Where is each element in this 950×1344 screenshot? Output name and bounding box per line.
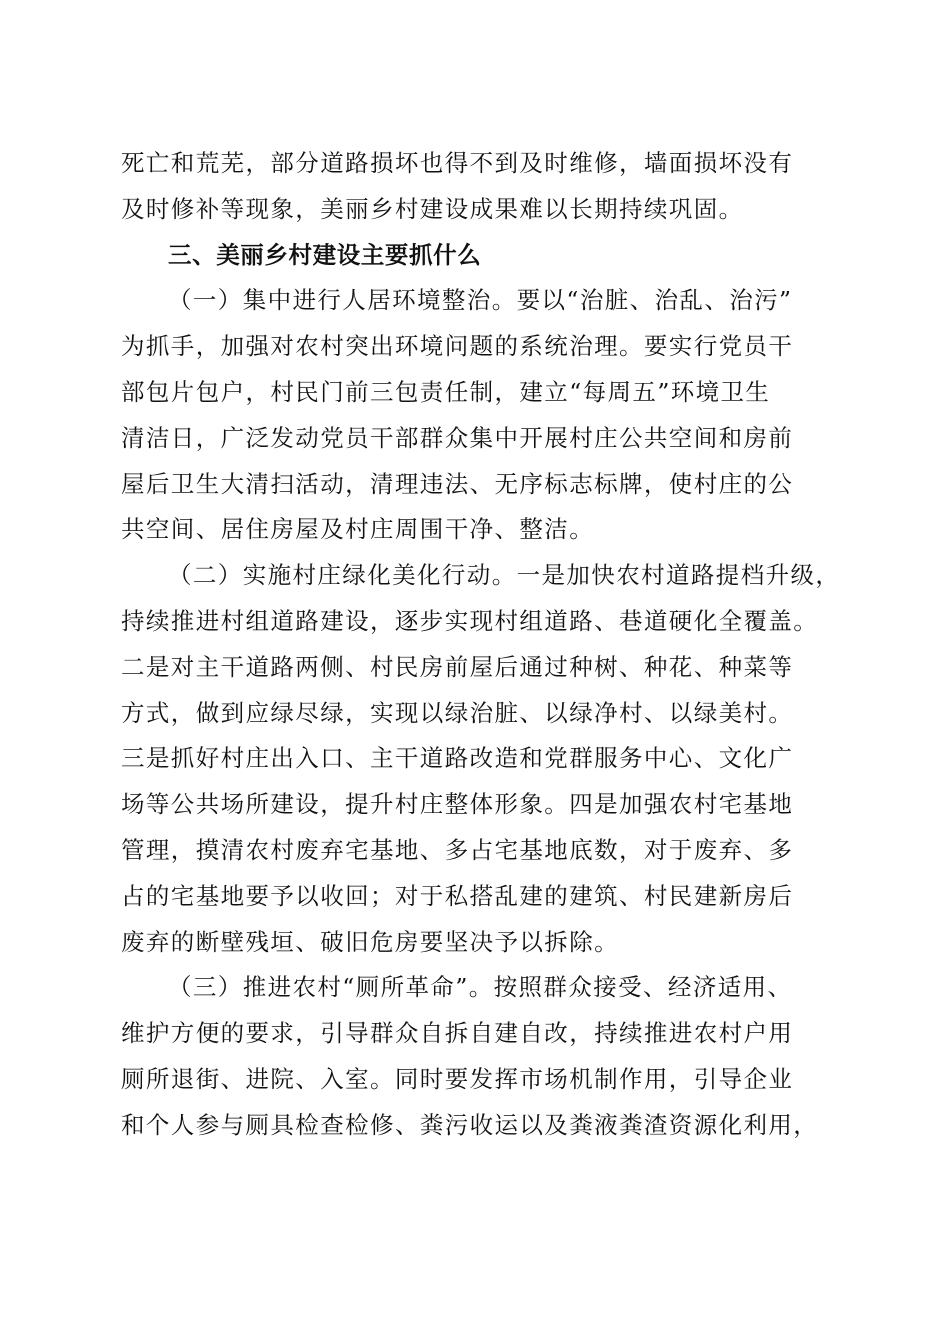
- text-line: 占的宅基地要予以收回；对于私搭乱建的建筑、村民建新房后: [121, 881, 794, 910]
- text-line: 废弃的断壁残垣、破旧危房要坚决予以拆除。: [121, 927, 619, 956]
- section-heading: 三、美丽乡村建设主要抓什么: [168, 240, 482, 269]
- text-line: 维护方便的要求，引导群众自拆自建自改，持续推进农村户用: [121, 1019, 794, 1048]
- text-line: 方式，做到应绿尽绿，实现以绿治脏、以绿净村、以绿美村。: [121, 698, 794, 727]
- text-line: 管理，摸清农村废弃宅基地、多占宅基地底数，对于废弃、多: [121, 835, 794, 864]
- text-line: 共空间、居住房屋及村庄周围干净、整洁。: [121, 515, 595, 544]
- document-body: [121, 141, 841, 1149]
- text-line: 厕所退街、进院、入室。同时要发挥市场机制作用，引导企业: [121, 1064, 794, 1093]
- text-line: 部包片包户，村民门前三包责任制，建立“每周五”环境卫生: [121, 377, 771, 406]
- text-line: 场等公共场所建设，提升村庄整体形象。四是加强农村宅基地: [121, 790, 794, 819]
- text-line: 为抓手，加强对农村突出环境问题的系统治理。要实行党员干: [121, 332, 794, 361]
- text-line: 死亡和荒芜，部分道路损坏也得不到及时维修，墙面损坏没有: [121, 149, 794, 177]
- paragraph-first-line: （一）集中进行人居环境整治。要以“治脏、治乱、治污”: [168, 286, 793, 315]
- text-line: 持续推进村组道路建设，逐步实现村组道路、巷道硬化全覆盖。: [121, 606, 819, 635]
- text-line: 屋后卫生大清扫活动，清理违法、无序标志标牌，使村庄的公: [121, 469, 794, 498]
- paragraph-first-line: （三）推进农村“厕所革命”。按照群众接受、经济适用、: [168, 973, 793, 1002]
- text-line: 清洁日，广泛发动党员干部群众集中开展村庄公共空间和房前: [121, 423, 794, 452]
- text-line: 及时修补等现象，美丽乡村建设成果难以长期持续巩固。: [121, 194, 744, 223]
- text-line: 和个人参与厕具检查检修、粪污收运以及粪液粪渣资源化利用，: [121, 1110, 819, 1139]
- text-line: 三是抓好村庄出入口、主干道路改造和党群服务中心、文化广: [121, 744, 794, 773]
- text-line: 二是对主干道路两侧、村民房前屋后通过种树、种花、种菜等: [121, 652, 794, 681]
- paragraph-first-line: （二）实施村庄绿化美化行动。一是加快农村道路提档升级，: [168, 561, 841, 590]
